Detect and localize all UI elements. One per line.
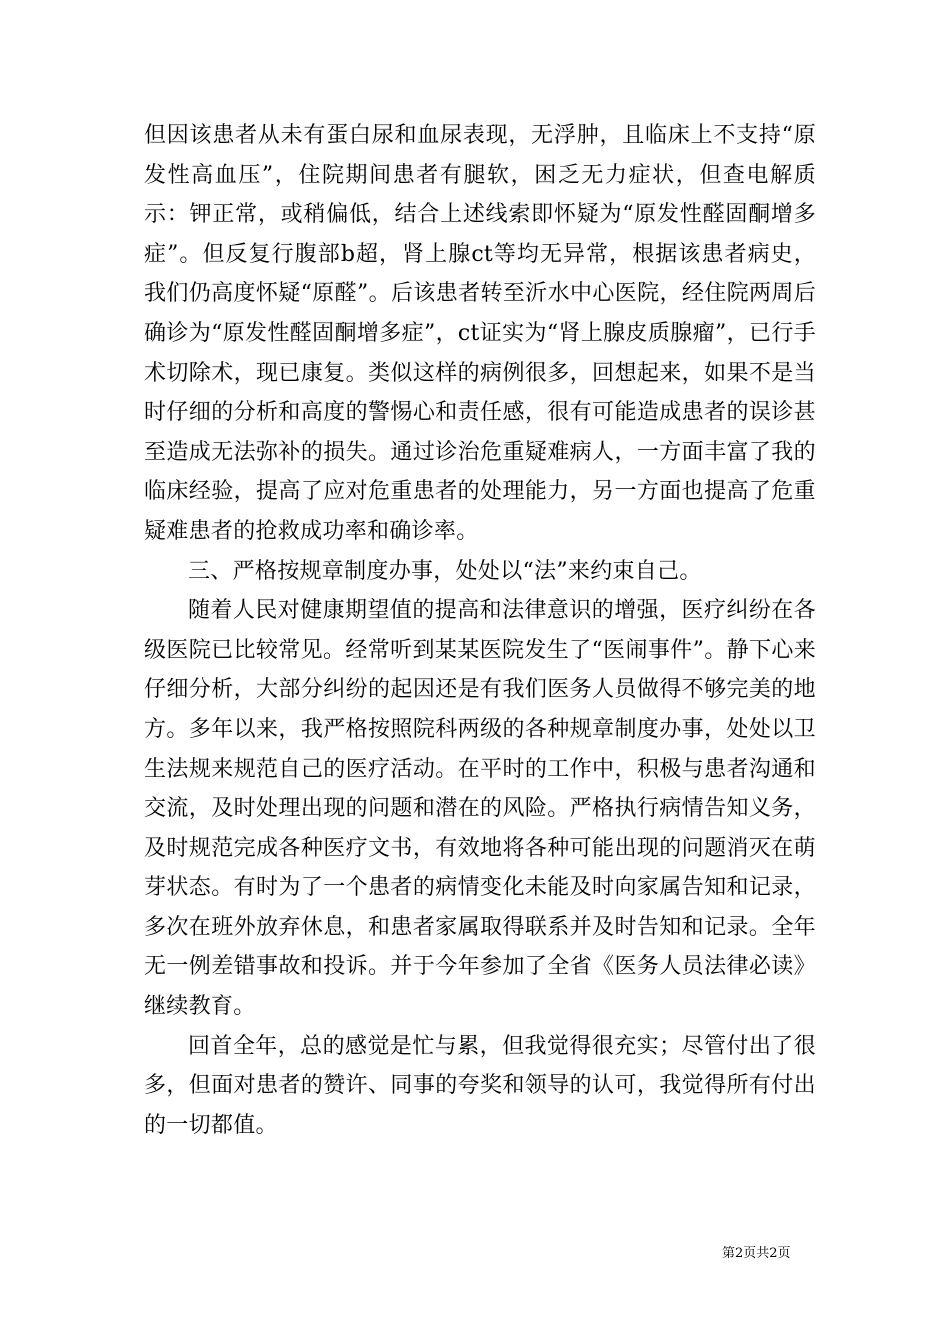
document-body: [144, 116, 816, 1145]
page-number: 第2页共2页: [722, 1246, 791, 1261]
section-heading-regulations: 三、严格按规章制度办事，处处以“法”来约束自己。: [188, 558, 702, 584]
paragraph-conclusion: 回首全年，总的感觉是忙与累，但我觉得很充实；尽管付出了很多，但面对患者的赞许、同事的夸奖和领导的认可，我觉得所有付出的一切都值。: [144, 1033, 816, 1138]
paragraph-medical-disputes: 随着人民对健康期望值的提高和法律意识的增强，医疗纠纷在各级医院已比较常见。经常听到某某医院发生了“医闹事件”。静下心来仔细分析，大部分纠纷的起因还是有我们医务人员做得不够完美的地方。多年以来，我严格按照院科两级的各种规章制度办事，处处以卫生法规来规范自己的医疗活动。在平时的工作中，积极与患者沟通和交流，及时处理出现的问题和潜在的风险。严格执行病情告知义务，及时规范完成各种医疗文书，有效地将各种可能出现的问题消灭在萌芽状态。有时为了一个患者的病情变化未能及时向家属告知和记录，多次在班外放弃休息，和患者家属取得联系并及时告知和记录。全年无一例差错事故和投诉。并于今年参加了全省《医务人员法律必读》继续教育。: [144, 598, 816, 1020]
paragraph-case-continuation: 但因该患者从未有蛋白尿和血尿表现，无浮肿，且临床上不支持“原发性高血压”，住院期间患者有腿软，困乏无力症状，但查电解质示：钾正常，或稍偏低，结合上述线索即怀疑为“原发性醛固酮增多症”。但反复行腹部b超，肾上腺ct等均无异常，根据该患者病史，我们仍高度怀疑“原醛”。后该患者转至沂水中心医院，经住院两周后确诊为“原发性醛固酮增多症”，ct证实为“肾上腺皮质腺瘤”，已行手术切除术，现已康复。类似这样的病例很多，回想起来，如果不是当时仔细的分析和高度的警惕心和责任感，很有可能造成患者的误诊甚至造成无法弥补的损失。通过诊治危重疑难病人，一方面丰富了我的临床经验，提高了应对危重患者的处理能力，另一方面也提高了危重疑难患者的抢救成功率和确诊率。: [144, 123, 816, 544]
